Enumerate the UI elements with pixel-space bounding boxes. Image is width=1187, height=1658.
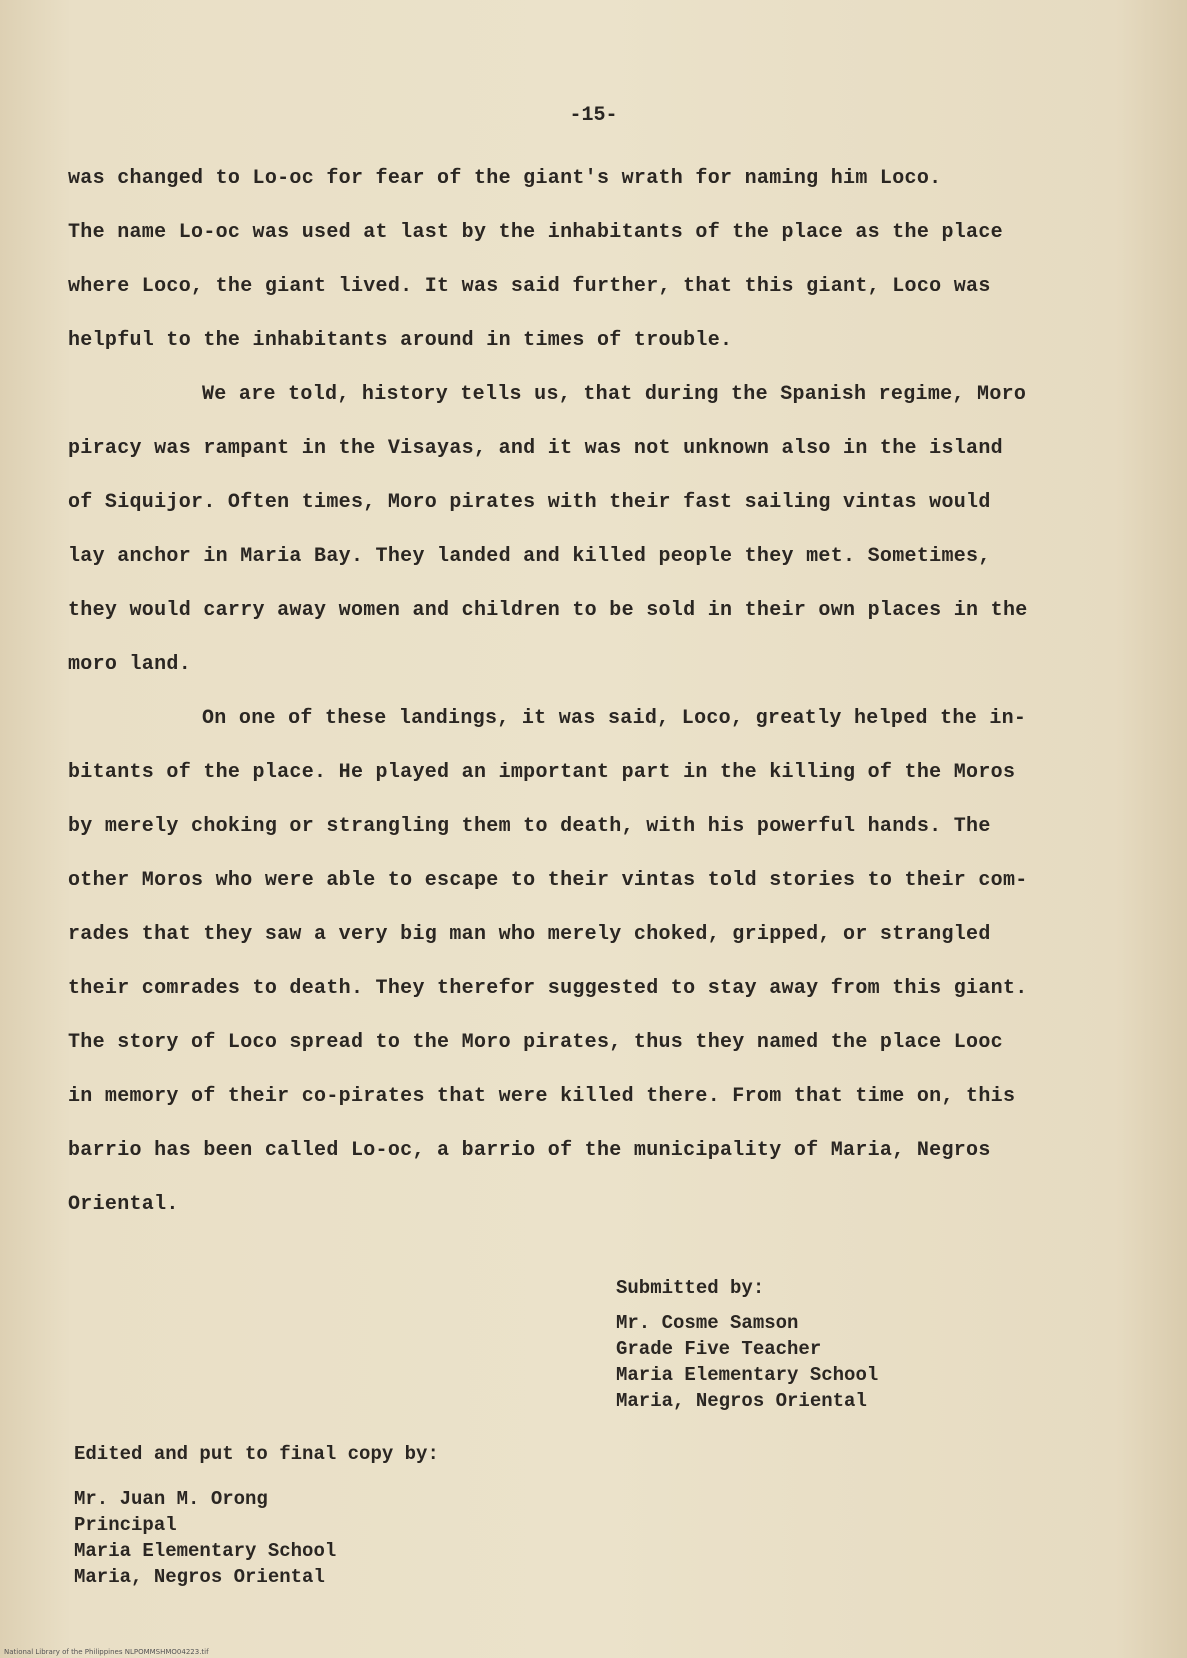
submitter-address: Maria, Negros Oriental [616,1390,867,1412]
editor-name: Mr. Juan M. Orong [74,1488,268,1510]
text-line: piracy was rampant in the Visayas, and it was not unknown also in the island [68,437,1003,460]
editor-title: Principal [74,1514,177,1536]
body-text [68,152,1138,1232]
submitted-by-heading: Submitted by: [616,1277,765,1299]
text-line: Oriental. [68,1193,179,1216]
text-line: in memory of their co-pirates that were killed there. From that time on, this [68,1085,1016,1108]
text-line: of Siquijor. Often times, Moro pirates with their fast sailing vintas would [68,491,991,514]
submitter-name: Mr. Cosme Samson [616,1312,799,1334]
text-line: other Moros who were able to escape to their vintas told stories to their com- [68,869,1028,892]
text-line: bitants of the place. He played an important part in the killing of the Moros [68,761,1016,784]
text-line: lay anchor in Maria Bay. They landed and killed people they met. Sometimes, [68,545,991,568]
text-line: rades that they saw a very big man who merely choked, gripped, or strangled [68,923,991,946]
text-line: was changed to Lo-oc for fear of the giant's wrath for naming him Loco. [68,167,942,190]
text-line: The story of Loco spread to the Moro pirates, thus they named the place Looc [68,1031,1003,1054]
edited-by-heading: Edited and put to final copy by: [74,1443,439,1465]
text-line: On one of these landings, it was said, Loco, greatly helped the in- [202,707,1027,730]
text-line: their comrades to death. They therefor suggested to stay away from this giant. [68,977,1028,1000]
text-line: We are told, history tells us, that during the Spanish regime, Moro [202,383,1027,406]
page-number: -15- [569,104,618,127]
editor-school: Maria Elementary School [74,1540,337,1562]
text-line: helpful to the inhabitants around in times of trouble. [68,329,733,352]
text-line: where Loco, the giant lived. It was said further, that this giant, Loco was [68,275,991,298]
editor-address: Maria, Negros Oriental [74,1566,325,1588]
submitted-by-block [616,1266,878,1414]
edited-by-block [74,1432,439,1590]
archive-footer: National Library of the Philippines NLPOMMSHMO04223.tif [4,1648,209,1656]
text-line: they would carry away women and children to be sold in their own places in the [68,599,1028,622]
text-line: by merely choking or strangling them to death, with his powerful hands. The [68,815,991,838]
submitter-school: Maria Elementary School [616,1364,879,1386]
text-line: moro land. [68,653,192,676]
submitter-title: Grade Five Teacher [616,1338,822,1360]
text-line: barrio has been called Lo-oc, a barrio of the municipality of Maria, Negros [68,1139,991,1162]
text-line: The name Lo-oc was used at last by the inhabitants of the place as the place [68,221,1003,244]
